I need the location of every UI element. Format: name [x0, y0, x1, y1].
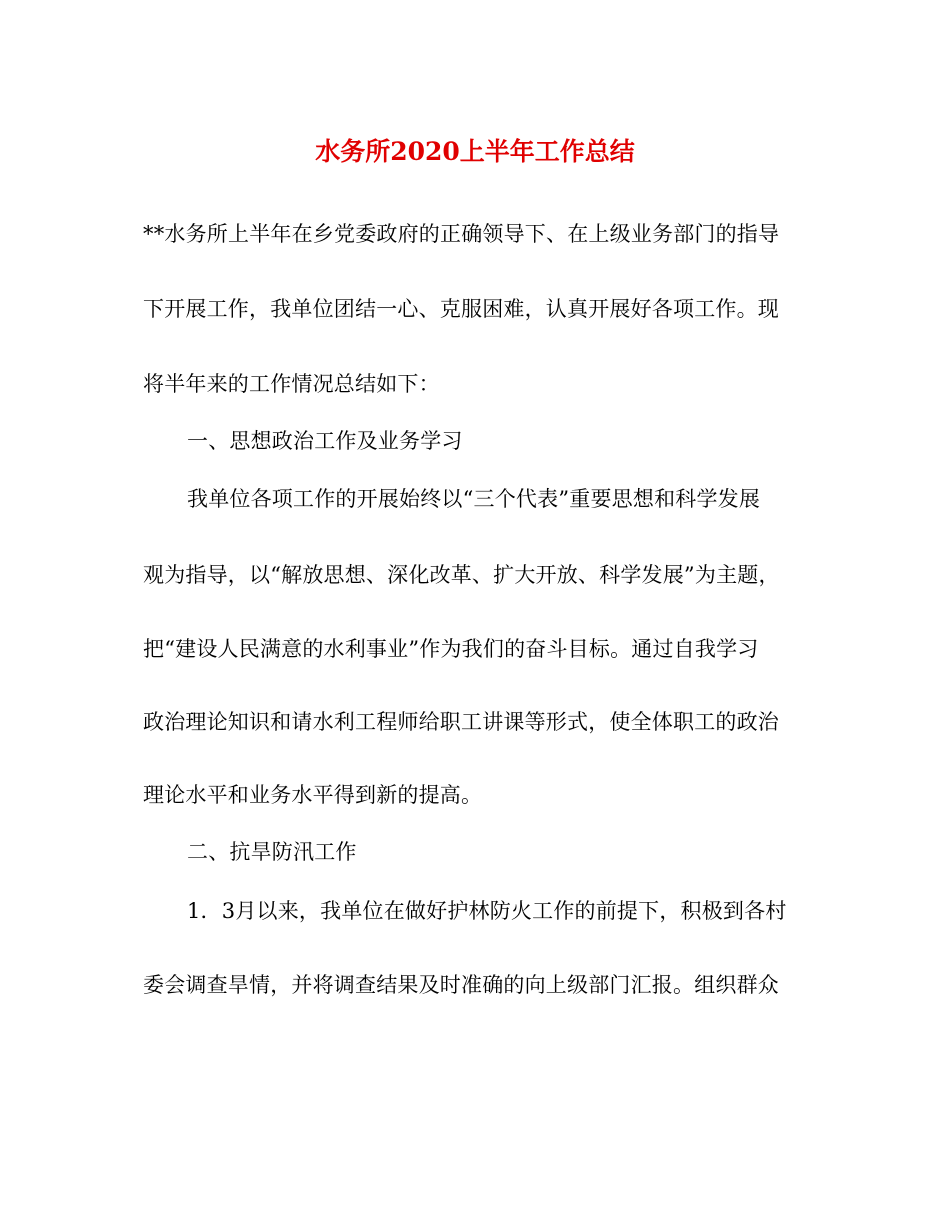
- paragraph-line: 政治理论知识和请水利工程师给职工讲课等形式，使全体职工的政治: [143, 710, 779, 734]
- paragraph-line: 委会调查旱情，并将调查结果及时准确的向上级部门汇报。组织群众: [143, 973, 779, 997]
- paragraph-line: 理论水平和业务水平得到新的提高。: [143, 783, 483, 807]
- section-heading: 二、抗旱防汛工作: [187, 840, 357, 864]
- section-heading: 一、思想政治工作及业务学习: [187, 429, 463, 453]
- paragraph-line: 将半年来的工作情况总结如下：: [143, 372, 440, 396]
- document-title: 水务所2020上半年工作总结: [315, 137, 635, 166]
- paragraph-line: **水务所上半年在乡党委政府的正确领导下、在上级业务部门的指导: [143, 222, 780, 246]
- paragraph-line: 我单位各项工作的开展始终以“三个代表”重要思想和科学发展: [187, 487, 761, 511]
- paragraph-line: 下开展工作，我单位团结一心、克服困难，认真开展好各项工作。现: [143, 297, 779, 321]
- paragraph-line: 1．3月以来，我单位在做好护林防火工作的前提下，积极到各村: [187, 899, 787, 923]
- paragraph-line: 观为指导，以“解放思想、深化改革、扩大开放、科学发展”为主题，: [143, 563, 780, 587]
- paragraph-line: 把“建设人民满意的水利事业”作为我们的奋斗目标。通过自我学习: [143, 637, 759, 661]
